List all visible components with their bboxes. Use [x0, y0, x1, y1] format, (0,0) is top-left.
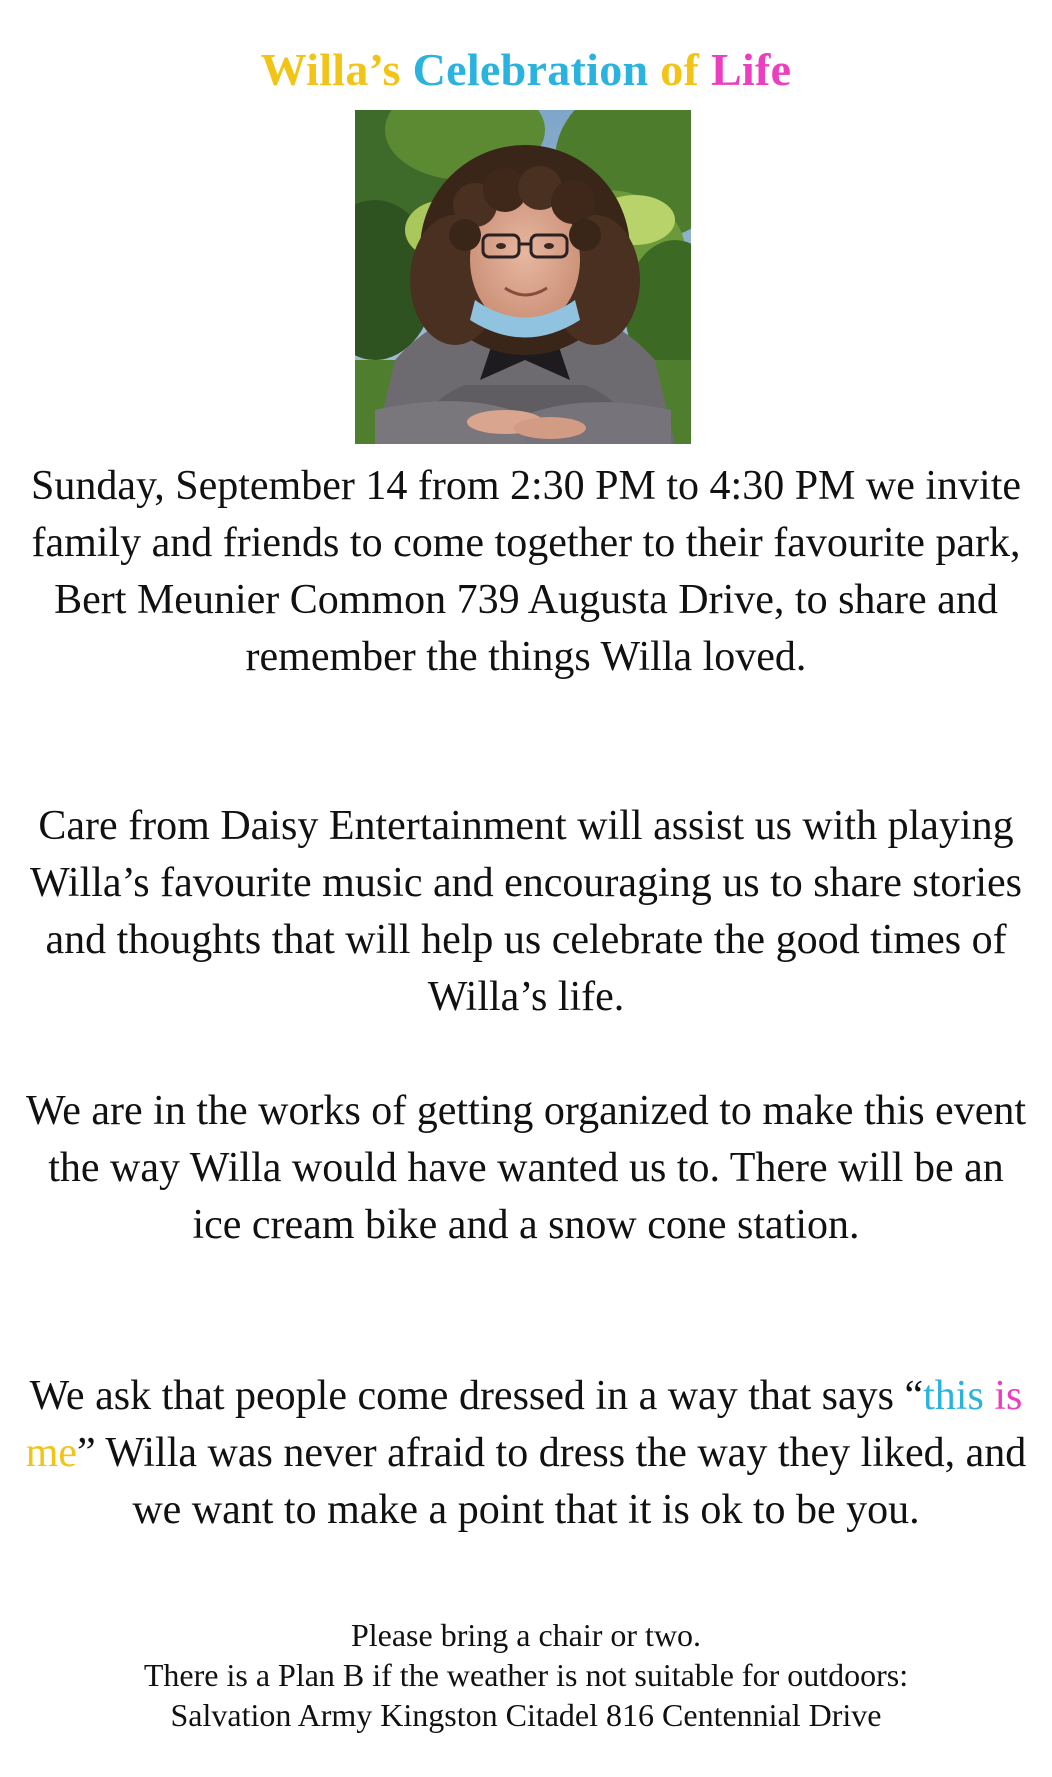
title-word-celebration: Celebration [412, 44, 649, 95]
title-word-of: of [660, 44, 700, 95]
bring-chair-note: Please bring a chair or two. [350, 1617, 702, 1653]
title-word-willas: Willa’s [260, 44, 401, 95]
dress-code-text-before: We ask that people come dressed in a way that says “ [29, 1373, 924, 1419]
footer-notes [0, 1615, 1052, 1735]
willa-photo [355, 110, 691, 444]
dress-code-paragraph [20, 1368, 1032, 1539]
title-word-life: Life [710, 44, 792, 95]
this-is-me-word-me: me [25, 1430, 78, 1476]
this-is-me-word-this: this [923, 1373, 984, 1419]
dress-code-text-after: ” Willa was never afraid to dress the way they liked, and we want to make a point that it is ok to be you. [77, 1430, 1027, 1533]
plan-b-note: There is a Plan B if the weather is not suitable for outdoors: [143, 1657, 909, 1693]
organization-paragraph: We are in the works of getting organized to make this event the way Willa would have wanted us to. There will be an ice cream bike and a snow cone station. [25, 1088, 1027, 1248]
this-is-me-word-is: is [994, 1373, 1023, 1419]
page-title [0, 42, 1052, 98]
event-details-paragraph: Sunday, September 14 from 2:30 PM to 4:30 PM we invite family and friends to come together to their favourite park, Bert Meunier Common 739 Augusta Drive, to share and remember the things Willa loved. [30, 463, 1022, 680]
plan-b-location: Salvation Army Kingston Citadel 816 Centennial Drive [170, 1697, 882, 1733]
entertainment-paragraph: Care from Daisy Entertainment will assist us with playing Willa’s favourite music and encouraging us to share stories and thoughts that will help us celebrate the good times of Willa’s life. [29, 803, 1023, 1020]
